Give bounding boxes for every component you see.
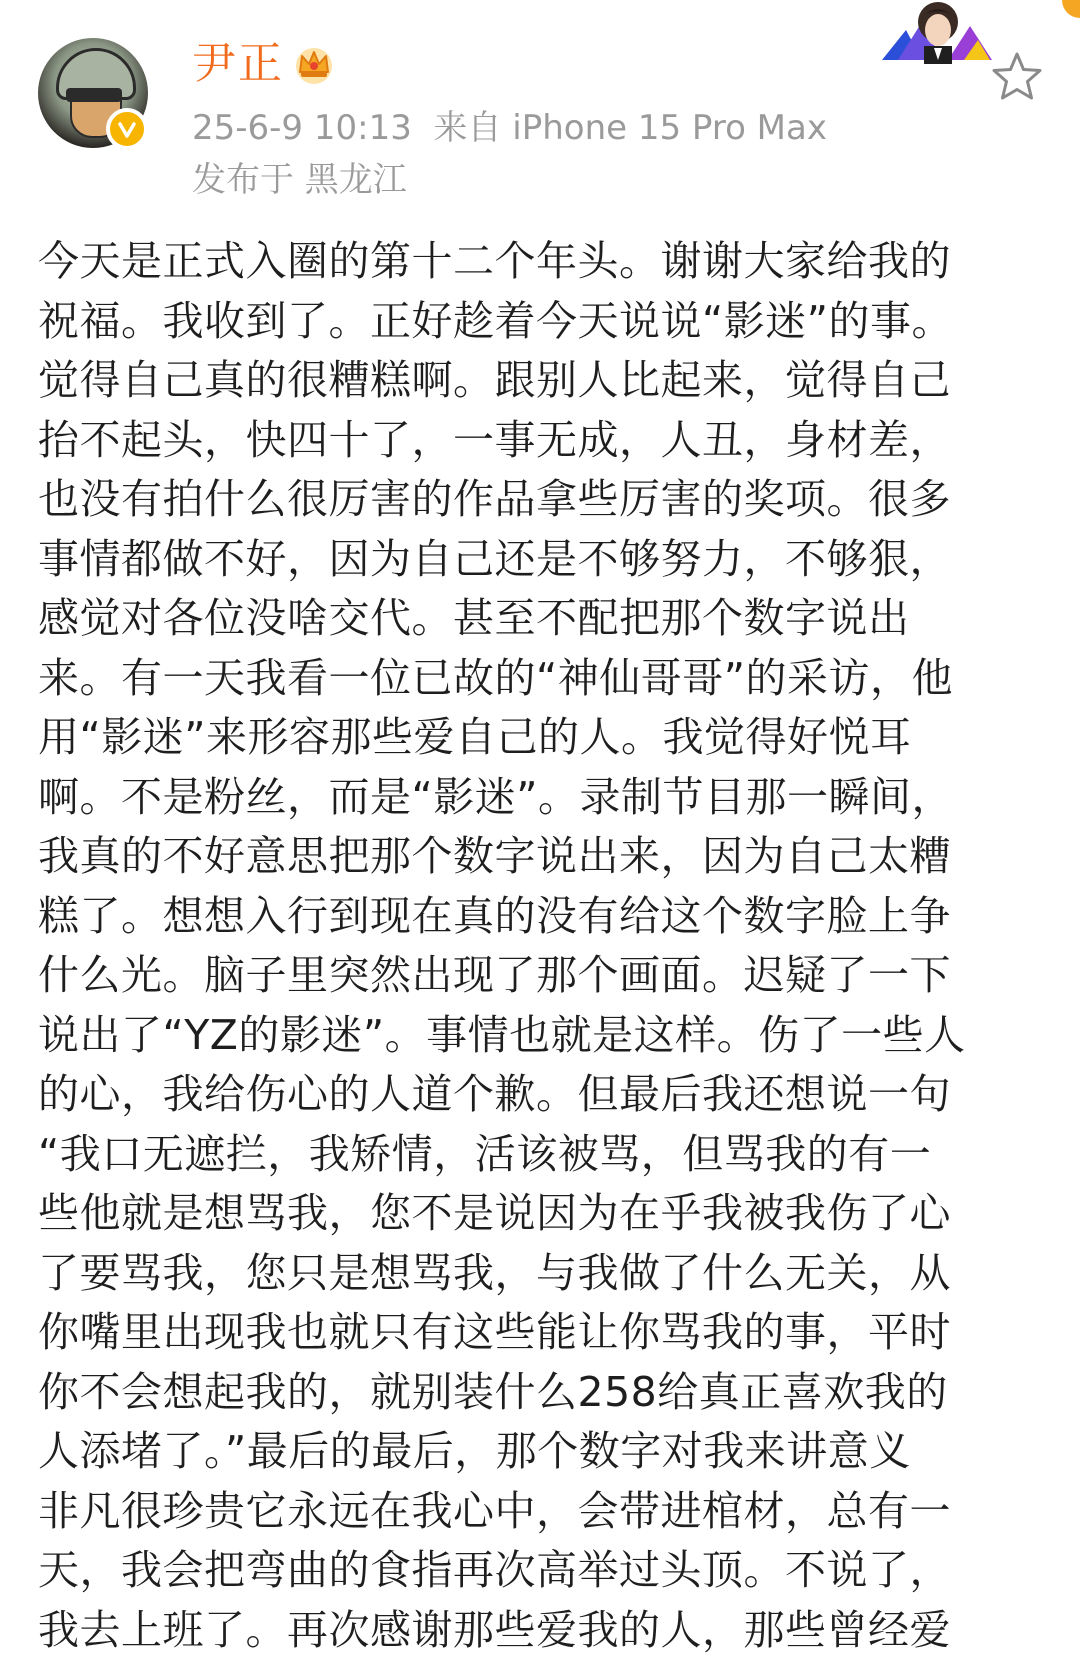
- post-text-line: 今天是正式入圈的第十二个年头。谢谢大家给我的: [38, 237, 951, 285]
- post-text-line: 糕了。想想入行到现在真的没有给这个数字脸上争: [38, 891, 951, 940]
- post-text-line: 些他就是想骂我，您不是说因为在乎我被我伤了心: [38, 1189, 951, 1237]
- post-text-line: 什么光。脑子里突然出现了那个画面。迟疑了一下: [38, 951, 951, 999]
- post-text-line: 觉得自己真的很糟糕啊。跟别人比起来，觉得自己: [38, 356, 951, 404]
- post-text-line: 也没有拍什么很厉害的作品拿些厉害的奖项。很多: [38, 475, 951, 523]
- post-source: 来自 iPhone 15 Pro Max: [433, 108, 827, 148]
- post-text-line: “我口无遮拦，我矫情，活该被骂，但骂我的有一: [38, 1129, 932, 1178]
- crown-icon: [292, 42, 336, 86]
- avatar-visor: [66, 88, 122, 102]
- post-text-line: 祝福。我收到了。正好趁着今天说说“影迷”的事。: [38, 296, 953, 345]
- post-location: 发布于 黑龙江: [192, 160, 407, 200]
- post-text-line: 我真的不好意思把那个数字说出来，因为自己太糟: [38, 832, 951, 880]
- post-text-line: 天，我会把弯曲的食指再次高举过头顶。不说了，: [38, 1546, 951, 1594]
- post-text-line: 你不会想起我的，就别装什么258给真正喜欢我的: [38, 1367, 948, 1416]
- post-text-line: 抬不起头，快四十了，一事无成，人丑，身材差，: [38, 415, 951, 464]
- post-text-line: 人添堵了。”最后的最后，那个数字对我来讲意义: [38, 1427, 911, 1475]
- post-text-line: 啊。不是粉丝，而是“影迷”。录制节目那一瞬间，: [38, 772, 953, 821]
- post-text-line: 事情都做不好，因为自己还是不够努力，不够狠，: [38, 534, 951, 583]
- favorite-star-icon[interactable]: [990, 50, 1044, 104]
- post-text-line: 来。有一天我看一位已故的“神仙哥哥”的采访，他: [38, 653, 953, 702]
- post-text-line: 非凡很珍贵它永远在我心中，会带进棺材，总有一: [38, 1486, 951, 1535]
- post-meta: [192, 106, 827, 150]
- post-text-line: 你嘴里出现我也就只有这些能让你骂我的事，平时: [38, 1308, 951, 1356]
- post-body: [38, 232, 1048, 1660]
- author-name[interactable]: 尹正: [192, 38, 284, 89]
- post-timestamp: 25-6-9 10:13: [192, 108, 412, 148]
- post-text-line: 感觉对各位没啥交代。甚至不配把那个数字说出: [38, 594, 910, 642]
- header-decoration-icon: [878, 0, 996, 64]
- post-text-line: 了要骂我，您只是想骂我，与我做了什么无关，从: [38, 1248, 951, 1297]
- post-text-line: 我去上班了。再次感谢那些爱我的人，那些曾经爱: [38, 1605, 951, 1654]
- verified-badge-icon: [106, 108, 148, 150]
- post-text-line: 的心，我给伤心的人道个歉。但最后我还想说一句: [38, 1070, 951, 1118]
- corner-accent: [1062, 0, 1080, 18]
- post-text-line: 用“影迷”来形容那些爱自己的人。我觉得好悦耳: [38, 713, 912, 761]
- post-text-line: 说出了“YZ的影迷”。事情也就是这样。伤了一些人: [38, 1010, 966, 1059]
